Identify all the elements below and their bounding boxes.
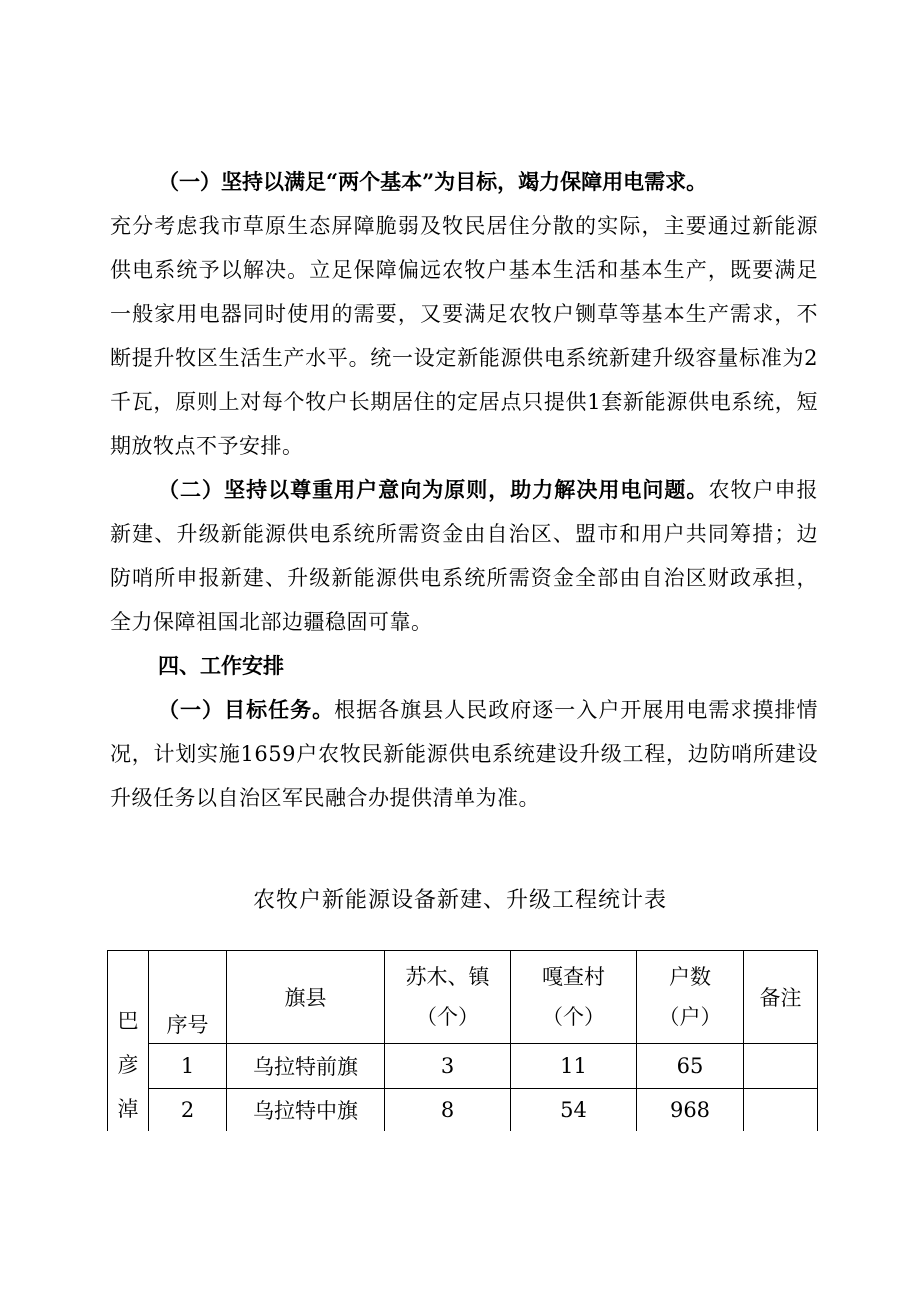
- cell-county: 乌拉特中旗: [227, 1089, 385, 1132]
- section-body-targets: 根据各旗县人民政府逐一入户开展用电需求摸排情况，计划实施1659户农牧民新能源供电系统建设升级工程，边防哨所建设升级任务以自治区军民融合办提供清单为准。: [110, 698, 819, 810]
- header-county: 旗县: [227, 951, 385, 1044]
- table-title: 农牧户新能源设备新建、升级工程统计表: [252, 888, 667, 913]
- region-char: 彦: [117, 1053, 139, 1077]
- region-char: 淖: [117, 1097, 139, 1121]
- cell-county: 乌拉特前旗: [227, 1044, 385, 1089]
- cell-towns: 8: [385, 1089, 511, 1132]
- cell-seq: 2: [149, 1089, 227, 1132]
- section-body-user-intent: 农牧户申报新建、升级新能源供电系统所需资金由自治区、盟市和用户共同筹措；边防哨所申报新建、升级新能源供电系统所需资金全部由自治区财政承担，全力保障祖国北部边疆稳固可靠。: [110, 478, 819, 634]
- cell-notes: [744, 1044, 818, 1089]
- statistics-table: [107, 950, 818, 1131]
- cell-notes: [744, 1089, 818, 1132]
- cell-households: 968: [637, 1089, 744, 1132]
- header-villages-unit: （个）: [542, 1005, 605, 1029]
- header-notes: 备注: [744, 951, 818, 1044]
- table-row: [108, 1089, 818, 1132]
- section-body-basic-needs: 充分考虑我市草原生态屏障脆弱及牧民居住分散的实际，主要通过新能源供电系统予以解决。立足保障偏远农牧户基本生活和基本生产，既要满足一般家用电器同时使用的需要，又要满足农牧户铡草等基本生产需求，不断提升牧区生活生产水平。统一设定新能源供电系统新建升级容量标准为2千瓦，原则上对每个牧户长期居住的定居点只提供1套新能源供电系统，短期放牧点不予安排。: [110, 214, 818, 458]
- cell-villages: 54: [511, 1089, 637, 1132]
- header-households-label: 户数: [669, 965, 711, 989]
- header-villages: [511, 951, 637, 1044]
- section-paragraph-user-intent: [110, 468, 818, 644]
- cell-towns: 3: [385, 1044, 511, 1089]
- header-households: [637, 951, 744, 1044]
- section-heading-work-arrangement: 四、工作安排: [158, 653, 284, 678]
- cell-seq: 1: [149, 1044, 227, 1089]
- header-towns-label: 苏木、镇: [405, 965, 490, 989]
- region-char: 巴: [117, 1009, 139, 1033]
- cell-households: 65: [637, 1044, 744, 1089]
- section-heading-user-intent: （二）坚持以尊重用户意向为原则，助力解决用电问题。: [158, 477, 709, 502]
- header-towns-unit: （个）: [416, 1005, 479, 1029]
- header-households-unit: （户）: [658, 1005, 722, 1029]
- section-paragraph-targets: [110, 688, 818, 820]
- cell-villages: 11: [511, 1044, 637, 1089]
- header-villages-label: 嘎查村: [542, 965, 605, 989]
- section-heading-targets: （一）目标任务。: [158, 697, 335, 722]
- header-towns: [385, 951, 511, 1044]
- region-cell: [108, 951, 149, 1132]
- section-heading-basic-needs: （一）坚持以满足“两个基本”为目标，竭力保障用电需求。: [158, 169, 708, 194]
- header-seq: 序号: [149, 951, 227, 1044]
- table-row: [108, 1044, 818, 1089]
- table-header-row: [108, 951, 818, 1044]
